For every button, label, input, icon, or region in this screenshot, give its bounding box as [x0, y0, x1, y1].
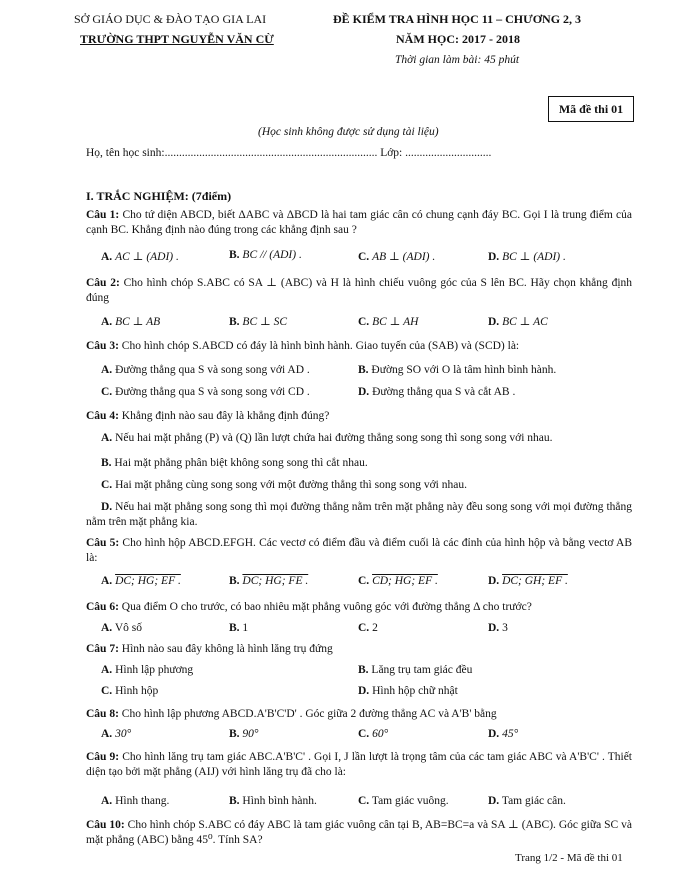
- question-text: Cho tứ diện ABCD, biết ΔABC và ΔBCD là hai tam giác cân có chung cạnh đáy BC. Gọi I là trung điểm của cạnh BC. Khẳng định nào đúng trong các khẳng định sau ?: [86, 209, 632, 236]
- q3-option-a[interactable]: A. Đường thẳng qua S và song song với AD .: [101, 364, 310, 376]
- q7-option-c[interactable]: C. Hình hộp: [101, 685, 159, 697]
- q8-option-b[interactable]: B. 90°: [229, 728, 259, 740]
- q3-option-d[interactable]: D. Đường thẳng qua S và cắt AB .: [358, 386, 516, 398]
- q5-option-c[interactable]: C. CD; HG; EF .: [358, 575, 438, 587]
- section-title: I. TRẮC NGHIỆM: (7điểm): [86, 189, 232, 203]
- q9-option-a[interactable]: A. Hình thang.: [101, 795, 170, 807]
- question-9: Câu 9: Cho hình lăng trụ tam giác ABC.A'B'C' . Gọi I, J lần lượt là trọng tâm của các tam giác ABC và A'B'C' . Thiết diện tạo bởi mặt phẳng (AIJ) với hình lăng trụ đã cho là:: [86, 751, 633, 778]
- question-4: Câu 4: Khẳng định nào sau đây là khẳng định đúng?: [86, 410, 330, 422]
- question-7: Câu 7: Hình nào sau đây không là hình lăng trụ đứng: [86, 643, 333, 655]
- question-10: Câu 10: Cho hình chóp S.ABC có đáy ABC là tam giác vuông cân tại B, AB=BC=a và SA ⊥ (ABC). Góc giữa SC và mặt phẳng (ABC) bằng 45⁰. Tính SA?: [86, 819, 633, 846]
- q3-option-c[interactable]: C. Đường thẳng qua S và song song với CD .: [101, 386, 310, 398]
- question-6: Câu 6: Qua điểm O cho trước, có bao nhiêu mặt phẳng vuông góc với đường thẳng Δ cho trước?: [86, 601, 532, 613]
- q8-option-d[interactable]: D. 45°: [488, 728, 519, 740]
- q1-option-a[interactable]: A. AC ⊥ (ADI) .: [101, 251, 179, 263]
- page-footer: Trang 1/2 - Mã đề thi 01: [515, 852, 623, 864]
- department-name: SỞ GIÁO DỤC & ĐÀO TẠO GIA LAI: [74, 12, 267, 26]
- q4-option-d[interactable]: D. Nếu hai mặt phẳng song song thì mọi đường thẳng nằm trên mặt phẳng này đều song song với mọi đường thẳng nằm trên mặt phẳng kia.: [86, 501, 632, 528]
- q6-option-d[interactable]: D. 3: [488, 622, 508, 634]
- question-2: Câu 2: Cho hình chóp S.ABC có SA ⊥ (ABC) và H là hình chiếu vuông góc của S lên BC. Hãy chọn khẳng định đúng: [86, 277, 633, 304]
- question-1: [86, 208, 632, 238]
- q9-option-b[interactable]: B. Hình bình hành.: [229, 795, 317, 807]
- q7-option-d[interactable]: D. Hình hộp chữ nhật: [358, 685, 458, 697]
- q8-option-a[interactable]: A. 30°: [101, 728, 132, 740]
- question-label: Câu 1:: [86, 209, 120, 221]
- q1-option-c[interactable]: C. AB ⊥ (ADI) .: [358, 251, 436, 263]
- exam-code: Mã đề thi 01: [548, 96, 634, 122]
- exam-duration: Thời gian làm bài: 45 phút: [395, 54, 520, 66]
- q9-option-d[interactable]: D. Tam giác cân.: [488, 795, 566, 807]
- q6-option-b[interactable]: B. 1: [229, 622, 249, 634]
- q5-option-b[interactable]: B. DC; HG; FE .: [229, 575, 309, 587]
- q4-option-b[interactable]: B. Hai mặt phẳng phân biệt không song song thì cắt nhau.: [101, 457, 368, 469]
- q4-option-a[interactable]: A. Nếu hai mặt phẳng (P) và (Q) lần lượt chứa hai đường thẳng song song thì song song với nhau.: [101, 432, 553, 444]
- exam-note: (Học sinh không được sử dụng tài liệu): [258, 126, 439, 138]
- q2-option-c[interactable]: C. BC ⊥ AH: [358, 316, 419, 328]
- q2-option-b[interactable]: B. BC ⊥ SC: [229, 316, 288, 328]
- question-5: Câu 5: Cho hình hộp ABCD.EFGH. Các vectơ có điểm đầu và điểm cuối là các đỉnh của hình hộp và bằng vectơ AB là:: [86, 537, 633, 564]
- q1-option-d[interactable]: D. BC ⊥ (ADI) .: [488, 251, 566, 263]
- q8-option-c[interactable]: C. 60°: [358, 728, 389, 740]
- q5-option-d[interactable]: D. DC; GH; EF .: [488, 575, 568, 587]
- question-8: Câu 8: Cho hình lập phương ABCD.A'B'C'D' . Góc giữa 2 đường thẳng AC và A'B' bằng: [86, 708, 497, 720]
- q5-option-a[interactable]: A. DC; HG; EF .: [101, 575, 181, 587]
- school-year: NĂM HỌC: 2017 - 2018: [396, 32, 520, 46]
- q2-option-a[interactable]: A. BC ⊥ AB: [101, 316, 161, 328]
- exam-title: ĐỀ KIỂM TRA HÌNH HỌC 11 – CHƯƠNG 2, 3: [333, 12, 582, 26]
- q9-option-c[interactable]: C. Tam giác vuông.: [358, 795, 449, 807]
- q7-option-a[interactable]: A. Hình lập phương: [101, 664, 194, 676]
- q6-option-a[interactable]: A. Vô số: [101, 622, 143, 634]
- q1-option-b[interactable]: B. BC // (ADI) .: [229, 249, 302, 261]
- q4-option-c[interactable]: C. Hai mặt phẳng cùng song song với một đường thẳng thì song song với nhau.: [101, 479, 467, 491]
- question-3: Câu 3: Cho hình chóp S.ABCD có đáy là hình bình hành. Giao tuyến của (SAB) và (SCD) là:: [86, 340, 520, 352]
- q7-option-b[interactable]: B. Lăng trụ tam giác đều: [358, 664, 473, 676]
- student-info-line: Họ, tên học sinh:.......................................................................... Lớp: ..............................: [86, 147, 492, 159]
- q2-option-d[interactable]: D. BC ⊥ AC: [488, 316, 548, 328]
- q6-option-c[interactable]: C. 2: [358, 622, 378, 634]
- school-name: TRƯỜNG THPT NGUYỄN VĂN CỪ: [80, 32, 274, 46]
- q3-option-b[interactable]: B. Đường SO với O là tâm hình bình hành.: [358, 364, 557, 376]
